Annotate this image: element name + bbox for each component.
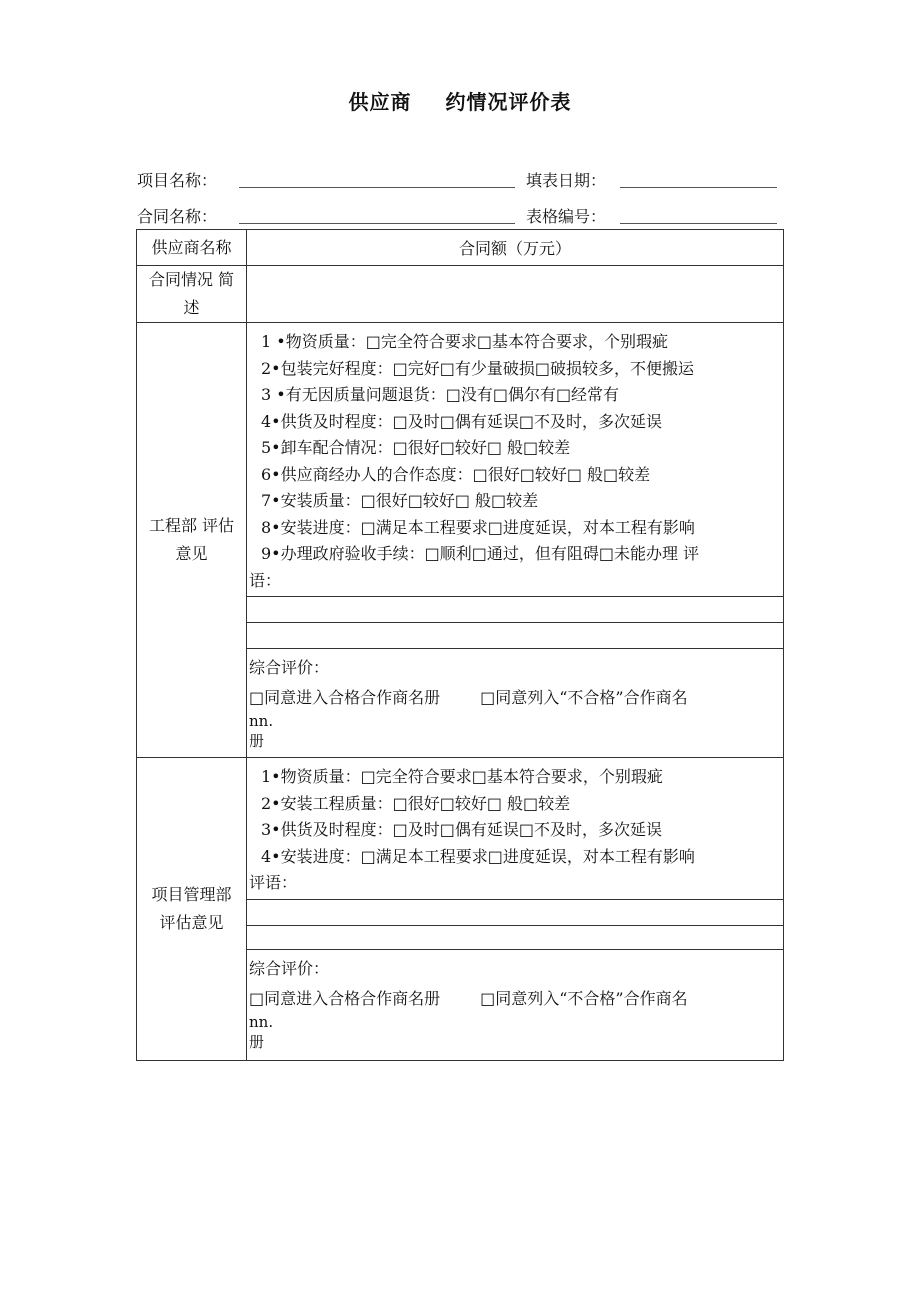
summary-options <box>249 986 781 1012</box>
pm-items-row <box>137 758 784 900</box>
header-row-2 <box>137 204 783 230</box>
option-unqualified[interactable]: □同意列入“不合格”合作商名 <box>480 688 688 707</box>
project-mgmt-label: 项目管理部 评估意见 <box>137 758 247 1061</box>
checklist-item[interactable]: 1•物资质量：□完全符合要求□基本符合要求，个别瑕疵 <box>261 767 663 786</box>
evaluation-table <box>136 229 784 1061</box>
contract-name-label: 合同名称： <box>137 207 218 226</box>
engineering-summary <box>247 649 784 758</box>
checklist-item[interactable]: 2•安装工程质量：□很好□较好□ 般□较差 <box>261 793 571 813</box>
engineering-items <box>247 323 784 597</box>
contract-summary-field[interactable] <box>247 266 784 323</box>
overflow-text: nn. <box>249 712 274 730</box>
title-part-1: 供应商 <box>348 90 412 114</box>
fill-date-label: 填表日期： <box>526 171 607 190</box>
form-no-label: 表格编号： <box>526 207 607 226</box>
remarks-input-line[interactable] <box>247 925 784 949</box>
form-no-field[interactable] <box>620 223 777 224</box>
checklist-item[interactable]: 3 •有无因质量问题退货：□没有□偶尔有□经常有 <box>261 385 620 404</box>
fill-date-field[interactable] <box>620 187 777 188</box>
remarks-input-line[interactable] <box>247 623 784 649</box>
engineering-items-row <box>137 323 784 597</box>
pm-summary <box>247 949 784 1060</box>
contract-summary-row <box>137 266 784 323</box>
overflow-char: 册 <box>249 732 265 750</box>
project-name-field[interactable] <box>239 187 515 188</box>
header-row-1 <box>137 168 783 194</box>
checklist-item[interactable]: 4•供货及时程度：□及时□偶有延误□不及时，多次延误 <box>261 411 662 431</box>
engineering-label: 工程部 评估意见 <box>137 323 247 758</box>
option-qualified[interactable]: □同意进入合格合作商名册 <box>249 988 441 1008</box>
overflow-text: nn. <box>249 1012 274 1031</box>
contract-name-field[interactable] <box>239 223 515 224</box>
checklist-item[interactable]: 2•包装完好程度：□完好□有少量破损□破损较多，不便搬运 <box>261 358 694 378</box>
checklist-item[interactable]: 4•安装进度：□满足本工程要求□进度延误，对本工程有影响 <box>261 846 695 866</box>
remarks-label: 语： <box>249 570 282 590</box>
supplier-row <box>137 230 784 266</box>
overflow-char: 册 <box>249 1032 265 1051</box>
summary-label: 综合评价： <box>249 658 330 677</box>
pm-items <box>247 758 784 900</box>
supplier-name-label: 供应商名称 <box>137 230 247 266</box>
checklist-item[interactable]: 7•安装质量：□很好□较好□ 般□较差 <box>261 491 539 510</box>
remarks-input-line[interactable] <box>247 597 784 623</box>
checklist-item[interactable]: 5•卸车配合情况：□很好□较好□ 般□较差 <box>261 438 571 457</box>
title-part-2: 约情况评价表 <box>445 90 572 114</box>
option-qualified[interactable]: □同意进入合格合作商名册 <box>249 688 441 707</box>
option-unqualified[interactable]: □同意列入“不合格”合作商名 <box>480 988 688 1008</box>
checklist-item[interactable]: 6•供应商经办人的合作态度：□很好□较好□ 般□较差 <box>261 464 651 484</box>
summary-options <box>249 685 781 711</box>
checklist-item[interactable]: 9•办理政府验收手续：□顺利□通过，但有阻碍□未能办理 评 <box>261 544 700 563</box>
remarks-label: 评语： <box>249 873 298 892</box>
checklist-item[interactable]: 1 •物资质量：□完全符合要求□基本符合要求，个别瑕疵 <box>261 332 668 351</box>
form-title <box>0 86 920 115</box>
checklist-item[interactable]: 3•供货及时程度：□及时□偶有延误□不及时，多次延误 <box>261 820 662 839</box>
project-name-label: 项目名称： <box>137 171 218 190</box>
summary-label: 综合评价： <box>249 958 330 978</box>
contract-summary-label: 合同情况 简述 <box>137 266 247 323</box>
contract-amount-label: 合同额（万元） <box>247 230 784 266</box>
checklist-item[interactable]: 8•安装进度：□满足本工程要求□进度延误，对本工程有影响 <box>261 517 695 537</box>
remarks-input-line[interactable] <box>247 899 784 925</box>
